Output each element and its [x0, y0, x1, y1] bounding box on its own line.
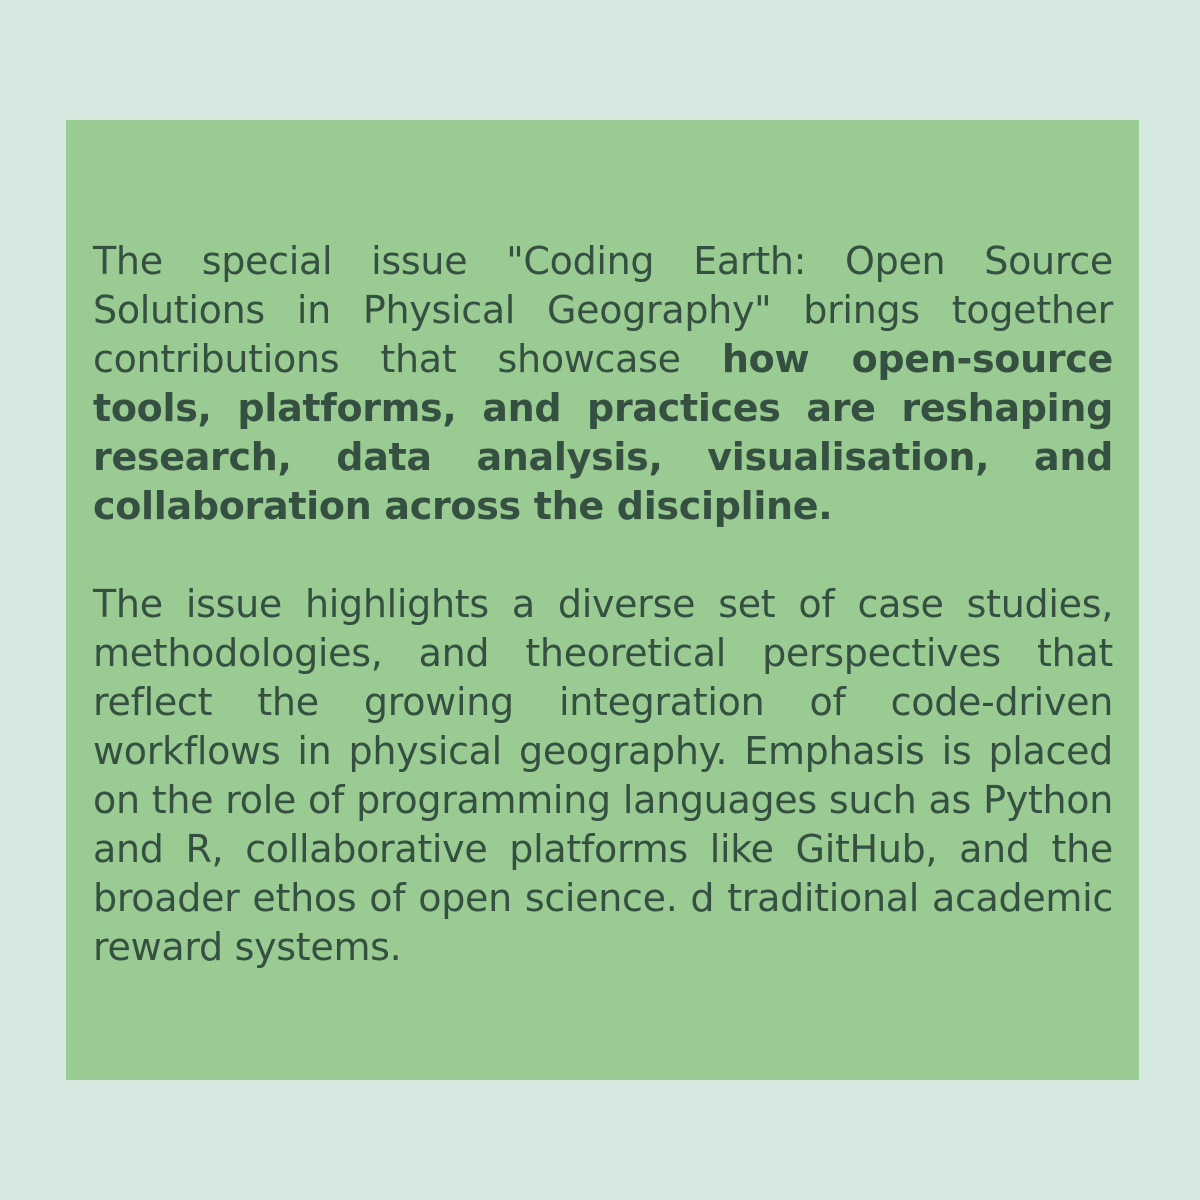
intro-paragraph: [93, 237, 1113, 531]
card-text: [93, 237, 1113, 972]
intro-text: The special issue "Coding Earth: Open Source Solutions in Physical Geography" brings together contributions that showcase: [93, 239, 1113, 381]
text-card: [66, 120, 1139, 1080]
intro-bold-text: how open-source tools, platforms, and practices are reshaping research, data analysis, visualisation, and collaboration across the discipline.: [93, 337, 1114, 528]
details-paragraph: The issue highlights a diverse set of case studies, methodologies, and theoretical perspectives that reflect the growing integration of code-driven workflows in physical geography. Emphasis is placed on the role of programming languages such as Python and R, collaborative platforms like GitHub, and the broader ethos of open science. d traditional academic reward systems.: [93, 582, 1113, 969]
